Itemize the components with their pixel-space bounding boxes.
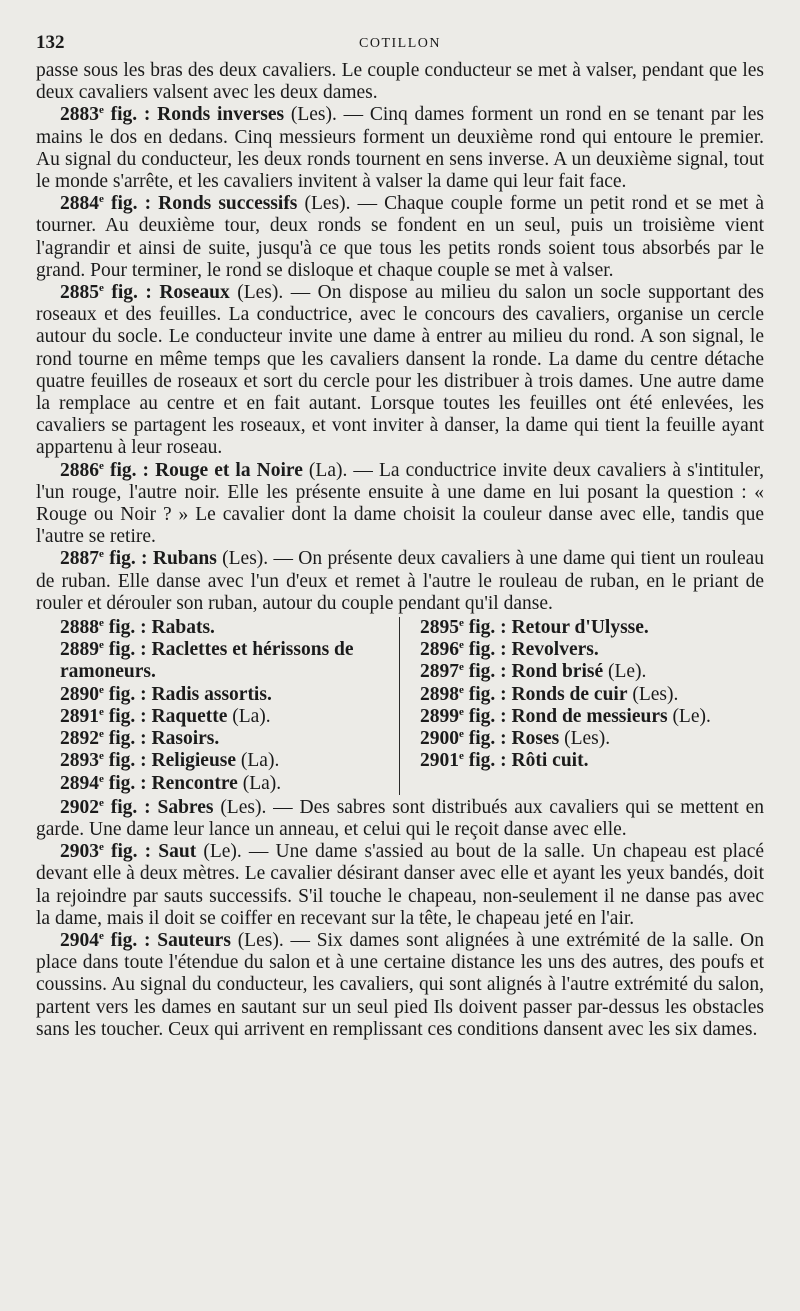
entry-term: Saut: [158, 841, 197, 863]
list-item: 2896e fig. : Revolvers.: [420, 639, 599, 661]
entry-term: Roseaux: [159, 282, 230, 304]
entry-term: Ronds successifs: [158, 193, 298, 215]
page-header: [36, 32, 764, 60]
list-item: 2888e fig. : Rabats.: [60, 617, 215, 639]
running-head: COTILLON: [359, 36, 441, 51]
entry-description: (Les). — On dispose au milieu du salon un socle supportant des roseaux et des feuilles. La conductrice, avec le concours des cavaliers, organise un cercle autour du socle. Le conducteur invite une dame à entrer au milieu du rond. A son signal, le rond tourne en même temps que les cavaliers dansent la ronde. La dame du centre détache quatre feuilles de roseaux et sort du cercle pour les distribuer à trois dames. Une autre dame la remplace au centre et en fait autant. Lorsque toutes les feuilles ont été enlevées, les cavaliers se partagent les roseaux, et vont inviter à danser, la dame qui tient la feuille ayant appartenu à leur roseau.: [36, 282, 764, 459]
continuation-paragraph: passe sous les bras des deux cavaliers. Le couple conducteur se met à valser, pendant que les deux cavaliers valsent avec les deux dames.: [36, 60, 764, 104]
entry-2886: 2886e fig. : Rouge et la Noire (La). — La conductrice invite deux cavaliers à s'intituler, l'un rouge, l'autre noir. Elle les présente ensuite à une dame en lui posant la question : « Rouge ou Noir ? » Le cavalier dont la dame choisit la couleur danse avec elle, tandis que l'autre se retire.: [36, 459, 765, 548]
entry-term: Rouge et la Noire: [155, 459, 303, 481]
entry-term: Sabres: [157, 796, 214, 818]
list-item: 2892e fig. : Rasoirs.: [60, 728, 220, 750]
entry-2885: 2885e fig. : Roseaux (Les). — On dispose au milieu du salon un socle supportant des roseaux et des feuilles. La conductrice, avec le concours des cavaliers, organise un cercle autour du socle. Le conducteur invite une dame à entrer au milieu du rond. A son signal, le rond tourne en même temps que les cavaliers dansent la ronde. La dame du centre détache quatre feuilles de roseaux et sort du cercle pour les distribuer à trois dames. Une autre dame la remplace au centre et en fait autant. Lorsque toutes les feuilles ont été enlevées, les cavaliers se partagent les roseaux, et vont inviter à danser, la dame qui tient la feuille ayant appartenu à leur roseau.: [36, 282, 764, 459]
entry-2904: 2904e fig. : Sauteurs (Les). — Six dames sont alignées à une extrémité de la salle. On place dans toute l'étendue du salon et à une certaine distance les uns des autres, des poufs et coussins. Au signal du conducteur, les cavaliers, qui sont alignés à l'autre extrémité du salon, partent vers les dames en sautant sur un seul pied Ils doivent passer par-dessus les obstacles sans les toucher. Ceux qui arrivent en remplissant ces conditions dansent avec les six dames.: [36, 929, 765, 1040]
entry-description: (Les). — Chaque couple forme un petit rond et se met à tourner. Au deuxième tour, deux ronds se fondent en un seul, puis un troisième vient l'agrandir et ainsi de suite, jusqu'à ce que tous les petits ronds soient tous absorbés par le grand. Pour terminer, le rond se disloque et chaque couple se met à valser.: [36, 193, 764, 281]
entry-term: Sauteurs: [157, 929, 231, 951]
list-item: 2890e fig. : Radis assortis.: [60, 683, 272, 705]
entry-term: Rubans: [152, 548, 217, 570]
entry-2902: 2902e fig. : Sabres (Les). — Des sabres sont distribués aux cavaliers qui se mettent en garde. Une dame leur lance un anneau, et celui qui le reçoit danse avec elle.: [36, 796, 765, 840]
list-item: 2891e fig. : Raquette (La).: [60, 705, 271, 727]
page-number: 132: [36, 32, 65, 53]
entry-2887: 2887e fig. : Rubans (Les). — On présente deux cavaliers à une dame qui tient un rouleau de ruban. Elle danse avec l'un d'eux et remet à l'autre le rouleau de ruban, en le priant de rouler et dérouler son ruban, autour du couple pendant qu'il danse.: [36, 548, 765, 614]
entry-description: (Les). — Des sabres sont distribués aux cavaliers qui se mettent en garde. Une dame leur lance un anneau, et celui qui le reçoit danse avec elle.: [36, 796, 765, 840]
entry-term: Ronds inverses: [157, 104, 285, 126]
body-text-lower: [36, 797, 764, 1041]
list-item: 2899e fig. : Rond de messieurs (Le).: [420, 705, 711, 727]
list-item: 2893e fig. : Religieuse (La).: [60, 750, 280, 772]
two-column-list: [36, 617, 764, 795]
list-item: 2898e fig. : Ronds de cuir (Les).: [420, 683, 679, 705]
entry-description: (Les). — Cinq dames forment un rond en se tenant par les mains le dos en dedans. Cinq messieurs forment un deuxième rond qui entoure le premier. Au signal du conducteur, les deux ronds tournent en sens inverse. A un deuxième signal, tout le monde s'arrête, et les cavaliers invitent à valser la dame qui leur fait face.: [36, 104, 764, 193]
entry-2884: 2884e fig. : Ronds successifs (Les). — Chaque couple forme un petit rond et se met à tourner. Au deuxième tour, deux ronds se fondent en un seul, puis un troisième vient l'agrandir et ainsi de suite, jusqu'à ce que tous les petits ronds soient tous absorbés par le grand. Pour terminer, le rond se disloque et chaque couple se met à valser.: [36, 193, 764, 281]
entry-description: (Le). — Une dame s'assied au bout de la salle. Un chapeau est placé devant elle à deux mètres. Le cavalier désirant danser avec elle et ayant les yeux bandés, doit la rejoindre par sauts successifs. S'il touche le chapeau, non-seulement il ne danse pas avec la dame, mais il doit se coiffer en recevant sur la tête, le chapeau jeté en l'air.: [36, 841, 765, 929]
entry-2903: 2903e fig. : Saut (Le). — Une dame s'assied au bout de la salle. Un chapeau est placé devant elle à deux mètres. Le cavalier désirant danser avec elle et ayant les yeux bandés, doit la rejoindre par sauts successifs. S'il touche le chapeau, non-seulement il ne danse pas avec la dame, mais il doit se coiffer en recevant sur la tête, le chapeau jeté en l'air.: [36, 841, 765, 929]
right-column: [400, 617, 764, 795]
entry-description: (La). — La conductrice invite deux cavaliers à s'intituler, l'un rouge, l'autre noir. Elle les présente ensuite à une dame en lui posant la question : « Rouge ou Noir ? » Le cavalier dont la dame choisit la couleur danse avec elle, tandis que l'autre se retire.: [36, 459, 765, 548]
left-column: [36, 617, 400, 795]
list-item: 2894e fig. : Rencontre (La).: [60, 772, 282, 794]
list-item: 2901e fig. : Rôti cuit.: [420, 750, 589, 772]
list-item: 2900e fig. : Roses (Les).: [420, 728, 611, 750]
list-item: 2889e fig. : Raclettes et hérissons de ramoneurs.: [60, 639, 354, 683]
entry-2883: 2883e fig. : Ronds inverses (Les). — Cinq dames forment un rond en se tenant par les mains le dos en dedans. Cinq messieurs forment un deuxième rond qui entoure le premier. Au signal du conducteur, les deux ronds tournent en sens inverse. A un deuxième signal, tout le monde s'arrête, et les cavaliers invitent à valser la dame qui leur fait face.: [36, 104, 764, 193]
list-item: 2897e fig. : Rond brisé (Le).: [420, 661, 647, 683]
list-item: 2895e fig. : Retour d'Ulysse.: [420, 617, 649, 639]
entry-description: (Les). — On présente deux cavaliers à une dame qui tient un rouleau de ruban. Elle danse avec l'un d'eux et remet à l'autre le rouleau de ruban, en le priant de rouler et dérouler son ruban, autour du couple pendant qu'il danse.: [36, 548, 765, 614]
entry-description: (Les). — Six dames sont alignées à une extrémité de la salle. On place dans toute l'étendue du salon et à une certaine distance les uns des autres, des poufs et coussins. Au signal du conducteur, les cavaliers, qui sont alignés à l'autre extrémité du salon, partent vers les dames en sautant sur un seul pied Ils doivent passer par-dessus les obstacles sans les toucher. Ceux qui arrivent en remplissant ces conditions dansent avec les six dames.: [36, 929, 765, 1040]
body-text: [36, 60, 764, 615]
